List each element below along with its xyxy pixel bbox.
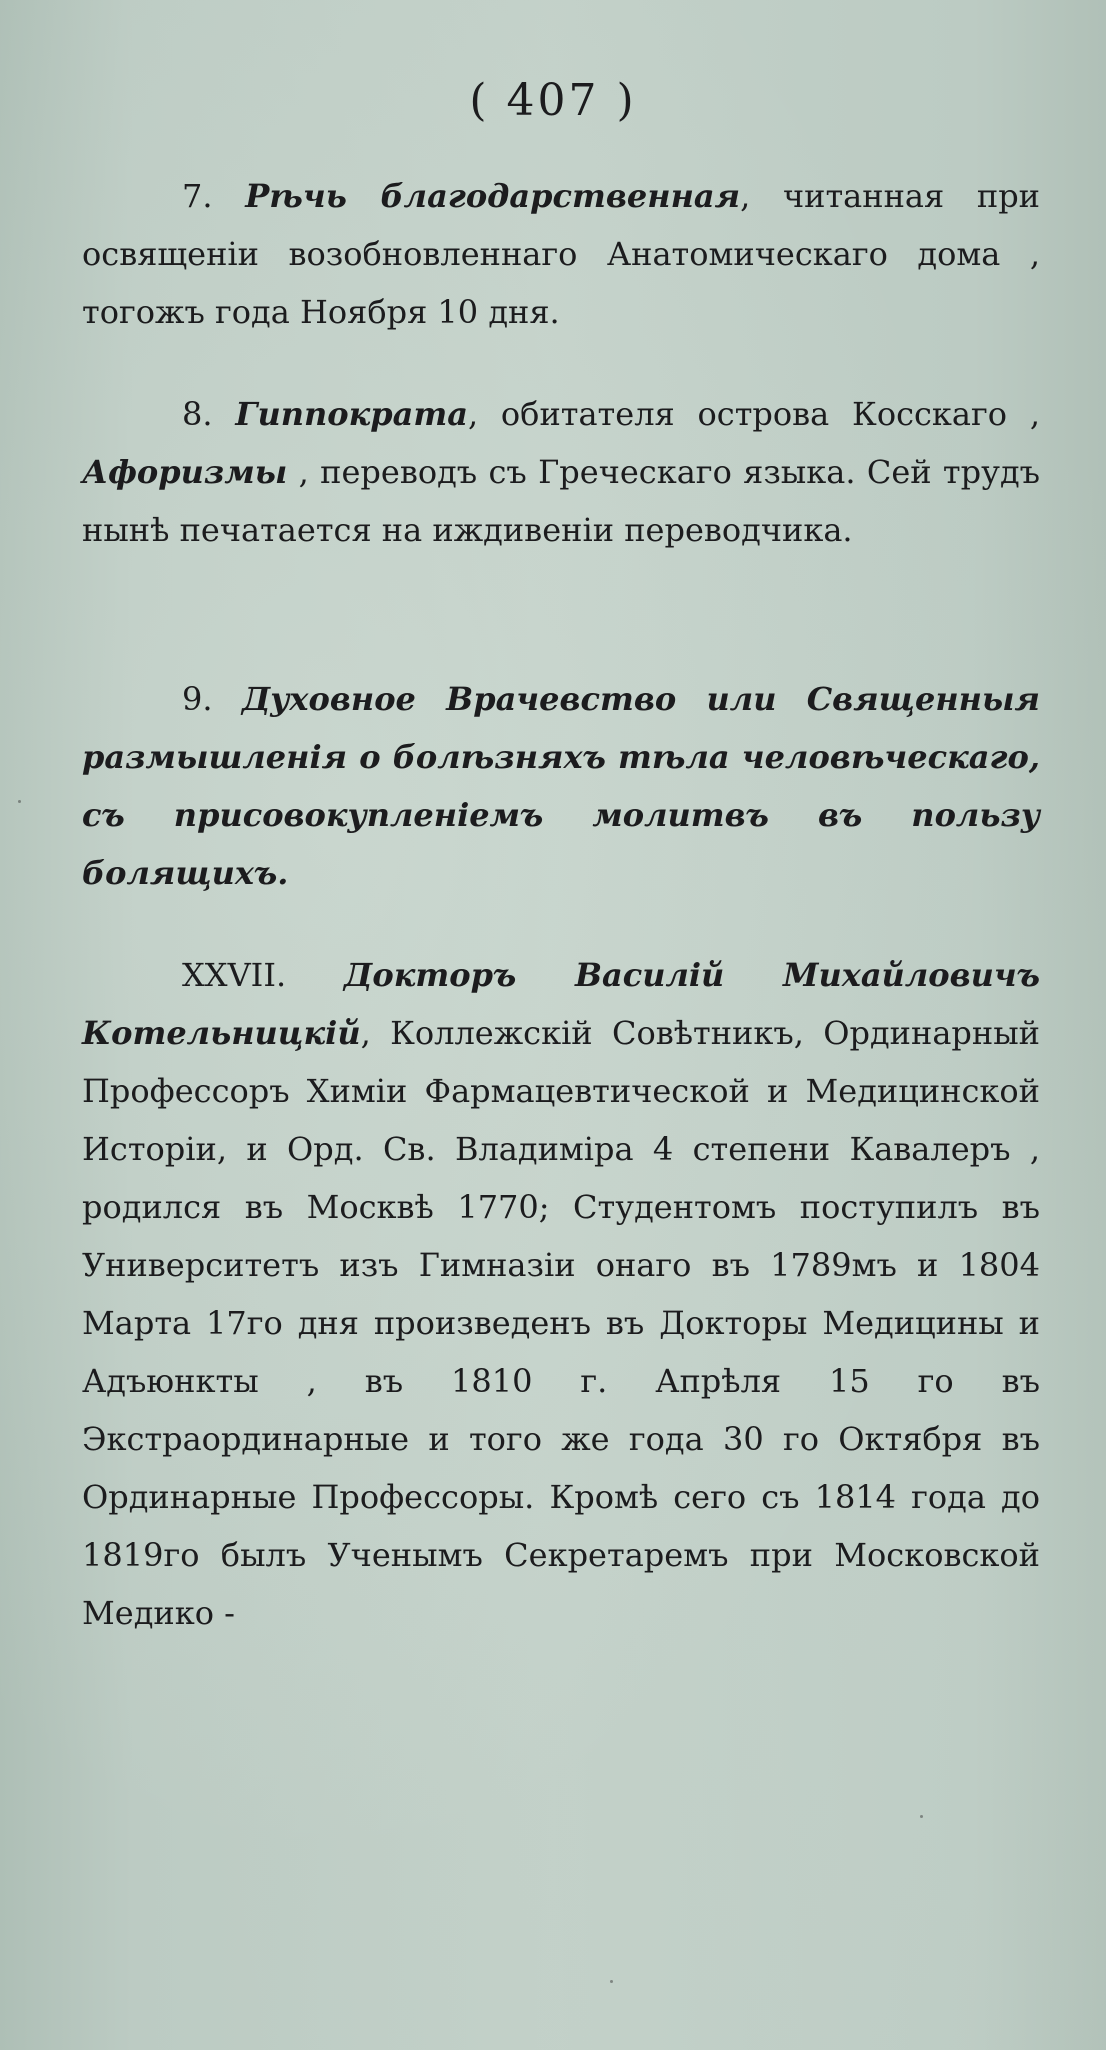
entry-7-title: Рѣчь благодарственная	[245, 177, 741, 215]
entry-7	[82, 167, 1040, 341]
entry-8	[82, 385, 1040, 559]
paper-speck	[920, 1815, 923, 1818]
page-number: ( 407 )	[469, 75, 637, 126]
paper-speck	[18, 800, 21, 803]
entry-8-number: 8.	[182, 395, 213, 433]
entry-9-number: 9.	[182, 680, 213, 718]
entry-8-author: Гиппократа	[235, 395, 468, 433]
entry-xxvii-text: , Коллежскій Совѣтникъ, Ординарный Профессоръ Химіи Фармацевтической и Медицинской Исторіи, и Орд. Св. Владиміра 4 степени Кавалеръ , родился въ Москвѣ 1770; Студентомъ поступилъ въ Университетъ изъ Гимназіи онаго въ 1789мъ и 1804 Марта 17го дня произведенъ въ Докторы Медицины и Адъюнкты , въ 1810 г. Апрѣля 15 го въ Экстраординарные и того же года 30 го Октября въ Ординарные Профессоры. Кромѣ сего съ 1814 года до 1819го былъ Ученымъ Секретаремъ при Московской Медико -	[82, 1014, 1040, 1632]
entry-9	[82, 670, 1040, 902]
entry-9-title: Духовное Врачевство или Священныя размышленія о болѣзняхъ тѣла человѣческаго, съ присовокупленіемъ молитвъ въ пользу болящихъ.	[82, 680, 1041, 892]
entry-xxvii-name: Докторъ Василій Михайловичъ Котельницкій	[82, 956, 1041, 1052]
entry-8-text-1: , обитателя острова Косскаго ,	[467, 395, 1041, 433]
entry-8-title: Афоризмы	[82, 453, 288, 491]
entry-7-text: , читанная при освященіи возобновленнаго Анатомическаго дома , тогожъ года Ноября 10 дня.	[82, 177, 1040, 331]
entry-xxvii-number: XXVII.	[182, 956, 287, 994]
entry-7-number: 7.	[182, 177, 213, 215]
paper-speck	[610, 1980, 613, 1983]
entry-8-text-2: , переводъ съ Греческаго языка. Сей трудъ нынѣ печатается на иждивеніи переводчика.	[82, 453, 1040, 549]
entry-xxvii	[82, 946, 1040, 1642]
